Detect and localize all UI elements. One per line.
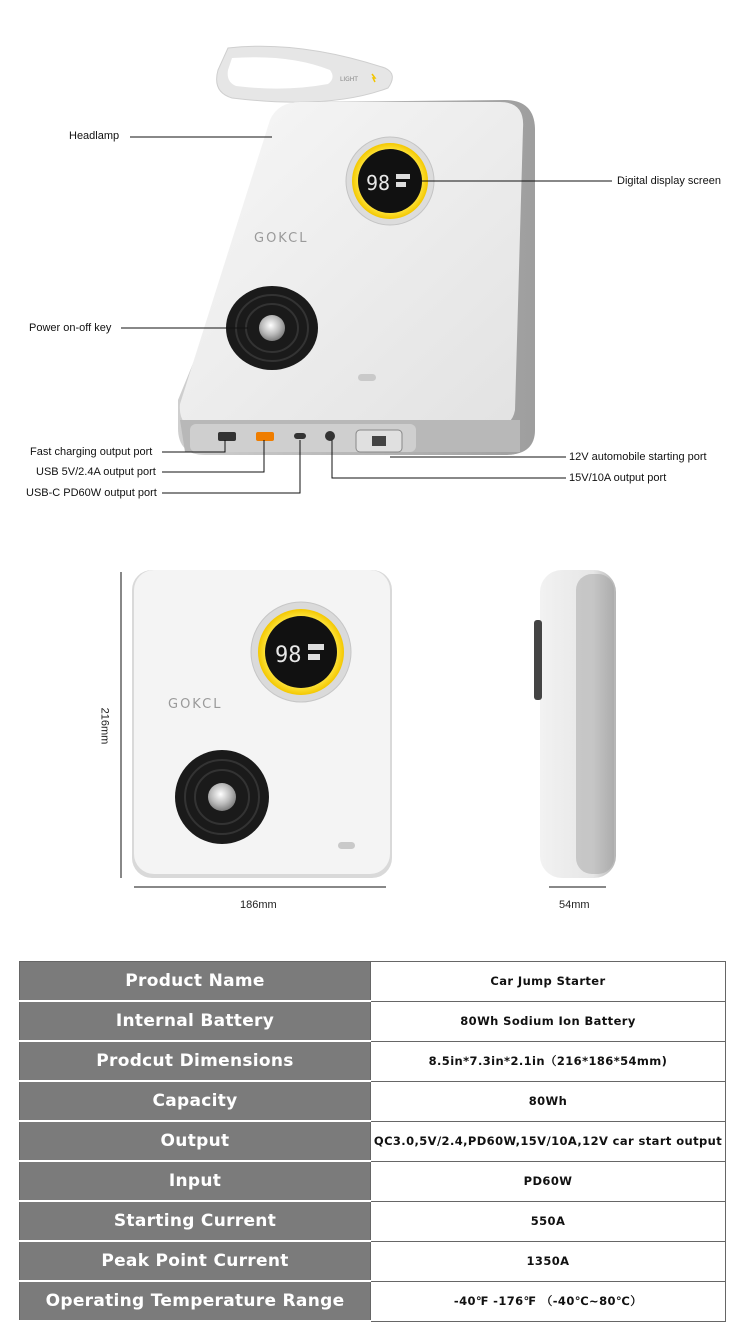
depth-dimension: 54mm — [559, 899, 590, 911]
callout-power-key: Power on-off key — [29, 322, 112, 334]
spec-value: 550A — [371, 1201, 726, 1241]
width-dimension: 186mm — [240, 899, 277, 911]
spec-value: QC3.0,5V/2.4,PD60W,15V/10A,12V car start output — [371, 1121, 726, 1161]
brand-logo-top: GOKCL — [254, 231, 309, 246]
spec-row — [20, 1081, 726, 1121]
callout-usbc: USB-C PD60W output port — [26, 487, 157, 499]
display-digits: 98 — [366, 171, 391, 195]
spec-label: Operating Temperature Range — [20, 1281, 371, 1321]
front-view — [132, 570, 392, 878]
spec-row — [20, 1281, 726, 1321]
spec-row — [20, 1241, 726, 1281]
spec-row — [20, 1001, 726, 1041]
spec-table — [19, 961, 726, 1322]
callout-display: Digital display screen — [617, 175, 721, 187]
spec-label: Product Name — [20, 962, 371, 1002]
side-view — [534, 570, 616, 878]
indicator-slot — [358, 374, 376, 381]
spec-value: 1350A — [371, 1241, 726, 1281]
spec-row — [20, 962, 726, 1002]
spec-label: Peak Point Current — [20, 1241, 371, 1281]
spec-row — [20, 1121, 726, 1161]
spec-label: Output — [20, 1121, 371, 1161]
callout-car-start: 12V automobile starting port — [569, 451, 707, 463]
spec-value: 80Wh — [371, 1081, 726, 1121]
spec-row — [20, 1161, 726, 1201]
spec-value: -40℉ -176℉ （-40℃~80℃） — [371, 1281, 726, 1321]
spec-row — [20, 1201, 726, 1241]
dimension-views — [0, 550, 750, 930]
front-display-digits: 98 — [275, 643, 302, 668]
callout-usb: USB 5V/2.4A output port — [36, 466, 156, 478]
product-perspective-illustration — [0, 0, 750, 520]
brand-logo-front: GOKCL — [168, 697, 223, 712]
spec-label: Prodcut Dimensions — [20, 1041, 371, 1081]
height-dimension: 216mm — [98, 707, 111, 745]
spec-value: 80Wh Sodium Ion Battery — [371, 1001, 726, 1041]
spec-label: Internal Battery — [20, 1001, 371, 1041]
spec-label: Capacity — [20, 1081, 371, 1121]
callout-headlamp: Headlamp — [69, 130, 120, 142]
spec-value: 8.5in*7.3in*2.1in（216*186*54mm) — [371, 1041, 726, 1081]
spec-label: Starting Current — [20, 1201, 371, 1241]
spec-value: Car Jump Starter — [371, 962, 726, 1002]
spec-label: Input — [20, 1161, 371, 1201]
headlamp-module — [217, 46, 393, 102]
callout-dc-out: 15V/10A output port — [569, 472, 667, 484]
spec-value: PD60W — [371, 1161, 726, 1201]
callout-fast-charging: Fast charging output port — [30, 446, 153, 458]
headlamp-label: LIGHT — [340, 76, 358, 83]
spec-row — [20, 1041, 726, 1081]
